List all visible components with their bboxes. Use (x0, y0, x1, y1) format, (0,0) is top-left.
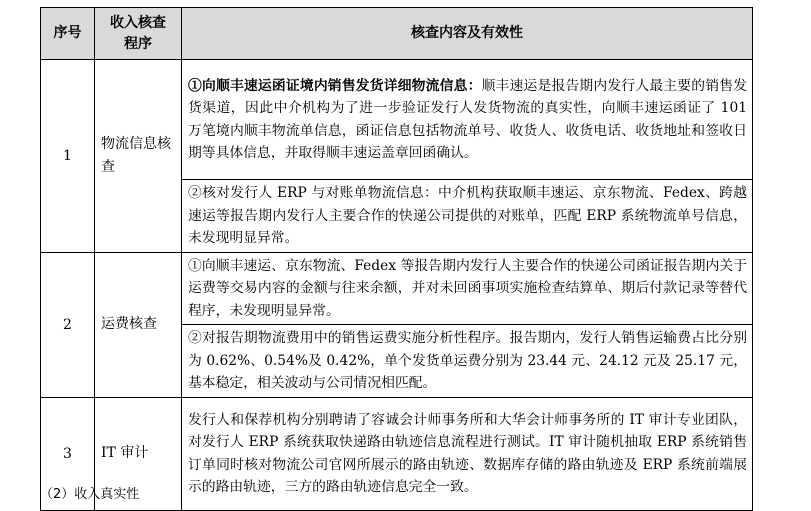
procedure-name: IT 审计 (95, 397, 182, 510)
content-cell (182, 325, 753, 398)
content-text: ②对报告期物流费用中的销售运费实施分析性程序。报告期内，发行人销售运输费占比分别为 0.62%、0.54%及 0.42%，单个发货单运费分别为 23.44 元、24.12 元及 25.17 元，基本稳定，相关波动与公司情况相匹配。 (188, 330, 747, 391)
row-number: 2 (41, 252, 95, 397)
procedure-name: 物流信息核查 (95, 60, 182, 253)
row-number: 3 (41, 397, 95, 510)
content-cell (182, 60, 753, 180)
table-row (41, 252, 753, 325)
content-cell (182, 180, 753, 253)
header-procedure: 收入核查程序 (95, 8, 182, 60)
content-text: 发行人和保荐机构分别聘请了容诚会计师事务所和大华会计师事务所的 IT 审计专业团队，对发行人 ERP 系统获取快递路由轨迹信息流程进行测试。IT 审计随机抽取 ERP 系统销售订单同时核对物流公司官网所展示的路由轨迹、数据库存储的路由轨迹及 ERP 系统前端展示的路由轨迹，三方的路由轨迹信息完全一致。 (188, 411, 747, 495)
section-heading: （2）收入真实性 (40, 487, 140, 502)
row-number: 1 (41, 60, 95, 253)
content-bold-lead: ①向顺丰速运函证境内销售发货详细物流信息： (188, 77, 482, 94)
content-text: ①向顺丰速运、京东物流、Fedex 等报告期内发行人主要合作的快递公司函证报告期内关于运费等交易内容的金额与往来余额，并对未回函事项实施检查结算单、期后付款记录等替代程序，未发现明显异常。 (188, 257, 747, 319)
header-content: 核查内容及有效性 (182, 8, 753, 60)
content-text: ②核对发行人 ERP 与对账单物流信息：中介机构获取顺丰速运、京东物流、Fedex、跨越速运等报告期内发行人主要合作的快递公司提供的对账单，匹配 ERP 系统物流单号信息，未发现明显异常。 (188, 185, 747, 246)
content-cell (182, 397, 753, 510)
table-row (41, 60, 753, 180)
content-text: 顺丰速运是报告期内发行人最主要的销售发货渠道，因此中介机构为了进一步验证发行人发货物流的真实性，向顺丰速运函证了 101 万笔境内顺丰物流单信息，函证信息包括物流单号、收货人、收货电话、收货地址和签收日期等具体信息，并取得顺丰速运盖章回函确认。 (188, 77, 748, 161)
table-row (41, 397, 753, 510)
procedure-name: 运费核查 (95, 252, 182, 397)
content-cell (182, 252, 753, 325)
header-no: 序号 (41, 8, 95, 60)
table-header-row (41, 8, 753, 60)
verification-table (40, 7, 753, 511)
